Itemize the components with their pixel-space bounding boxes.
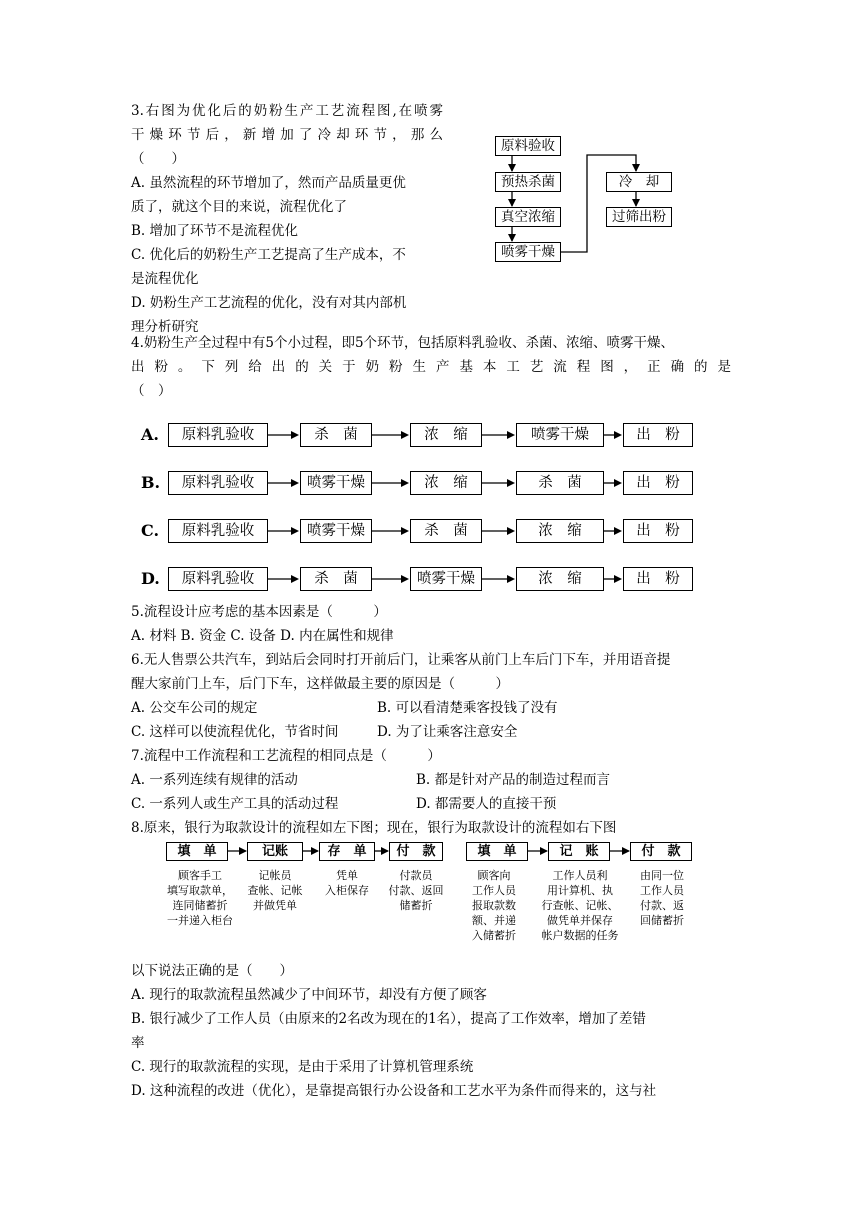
q7-option-c: C. 一系列人或生产工具的活动过程	[131, 796, 339, 812]
q8-left-caption-4: 付款员 付款、返回 储蓄折	[388, 869, 444, 912]
q4-option-3-step-4: 浓 缩	[516, 519, 604, 543]
q3-step-6: 过筛出粉	[606, 207, 672, 227]
q3-line-3: （ ）	[131, 151, 185, 167]
q8-left-step-2: 记账	[247, 842, 303, 861]
q5-question: 5.流程设计应考虑的基本因素是（ ）	[131, 604, 387, 620]
q4-option-3-step-3: 杀 菌	[410, 519, 482, 543]
q6-option-c: C. 这样可以使流程优化，节省时间	[131, 724, 339, 740]
q8-left-caption-2: 记帐员 查帐、记帐 并做凭单	[247, 869, 303, 912]
q3-option-a: A. 虽然流程的环节增加了，然而产品质量更优	[131, 175, 406, 191]
q8-option-b: B. 银行减少了工作人员（由原来的2名改为现在的1名），提高了工作效率，增加了差错	[131, 1011, 646, 1027]
q6-line-1: 6.无人售票公共汽车，到站后会同时打开前后门，让乘客从前门上车后门下车，并用语音提	[131, 652, 671, 668]
q4-option-4-step-5: 出 粉	[623, 567, 693, 591]
q8-left-step-1: 填 单	[166, 842, 228, 861]
q3-step-1: 原料验收	[495, 136, 561, 156]
q4-option-3-step-5: 出 粉	[623, 519, 693, 543]
q8-right-caption-2: 工作人员利 用计算机、执 行查帐、记帐、 做凭单并保存 帐户数据的任务	[541, 869, 619, 942]
q4-option-3-step-2: 喷雾干燥	[300, 519, 372, 543]
q8-option-d: D. 这种流程的改进（优化），是靠提高银行办公设备和工艺水平为条件而得来的，这与社	[131, 1083, 657, 1099]
q3-option-c: C. 优化后的奶粉生产工艺提高了生产成本，不	[131, 247, 406, 263]
q4-option-4-step-1: 原料乳验收	[168, 567, 268, 591]
q4-option-1-step-4: 喷雾干燥	[516, 423, 604, 447]
q3-line-1: 3.右图为优化后的奶粉生产工艺流程图,在喷雾	[131, 103, 443, 119]
q7-option-a: A. 一系列连续有规律的活动	[131, 772, 298, 788]
q4-option-3-step-1: 原料乳验收	[168, 519, 268, 543]
q4-line-1: 4.奶粉生产全过程中有5个小过程，即5个环节，包括原料乳验收、杀菌、浓缩、喷雾干燥、	[131, 335, 675, 351]
q8-right-step-2: 记 账	[548, 842, 610, 861]
q3-step-3: 真空浓缩	[495, 207, 561, 227]
q8-right-caption-3: 由同一位 工作人员 付款、返 回储蓄折	[640, 869, 684, 927]
q3-step-5: 冷 却	[606, 172, 672, 192]
q7-option-b: B. 都是针对产品的制造过程而言	[416, 772, 611, 788]
q4-option-1-step-2: 杀 菌	[300, 423, 372, 447]
q8-option-c: C. 现行的取款流程的实现，是由于采用了计算机管理系统	[131, 1059, 474, 1075]
q4-option-label-1: A.	[141, 425, 159, 444]
q4-line-3: （ ）	[131, 383, 172, 399]
q8-right-step-1: 填 单	[466, 842, 528, 861]
q8-right-caption-1: 顾客向 工作人员 报取款数 额、并递 入储蓄折	[472, 869, 516, 942]
q4-option-2-step-4: 杀 菌	[516, 471, 604, 495]
q4-option-2-step-5: 出 粉	[623, 471, 693, 495]
q4-option-1-step-3: 浓 缩	[410, 423, 482, 447]
q3-step-4: 喷雾干燥	[495, 242, 561, 262]
q4-option-1-step-1: 原料乳验收	[168, 423, 268, 447]
q8-question: 8.原来，银行为取款设计的流程如左下图；现在，银行为取款设计的流程如右下图	[131, 820, 617, 836]
q4-option-4-step-4: 浓 缩	[516, 567, 604, 591]
q3-option-b: B. 增加了环节不是流程优化	[131, 223, 299, 239]
q3-option-a-cont: 质了，就这个目的来说，流程优化了	[131, 199, 347, 215]
q4-option-2-step-3: 浓 缩	[410, 471, 482, 495]
q6-option-b: B. 可以看清楚乘客投钱了没有	[377, 700, 558, 716]
q8-right-step-3: 付 款	[630, 842, 692, 861]
q3-line-2: 干燥环节后，新增加了冷却环节，那么	[131, 127, 443, 143]
q7-question: 7.流程中工作流程和工艺流程的相同点是（ ）	[131, 748, 441, 764]
q3-step-2: 预热杀菌	[495, 172, 561, 192]
q4-option-2-step-1: 原料乳验收	[168, 471, 268, 495]
q8-left-step-4: 付 款	[389, 842, 443, 861]
q4-option-4-step-3: 喷雾干燥	[410, 567, 482, 591]
q8-option-b-cont: 率	[131, 1035, 145, 1051]
q8-prompt: 以下说法正确的是（ ）	[131, 963, 293, 979]
q3-option-d: D. 奶粉生产工艺流程的优化，没有对其内部机	[131, 295, 407, 311]
q5-options: A. 材料 B. 资金 C. 设备 D. 内在属性和规律	[131, 628, 394, 644]
q4-line-2: 出粉。下列给出的关于奶粉生产基本工艺流程图，正确的是	[131, 359, 731, 375]
q4-option-4-step-2: 杀 菌	[300, 567, 372, 591]
q8-left-caption-3: 凭单 入柜保存	[325, 869, 369, 897]
q6-option-d: D. 为了让乘客注意安全	[377, 724, 518, 740]
q4-option-2-step-2: 喷雾干燥	[300, 471, 372, 495]
q8-option-a: A. 现行的取款流程虽然减少了中间环节，却没有方便了顾客	[131, 987, 487, 1003]
q4-option-label-4: D.	[141, 569, 160, 588]
q4-option-1-step-5: 出 粉	[623, 423, 693, 447]
q4-option-label-2: B.	[141, 473, 161, 492]
q6-option-a: A. 公交车公司的规定	[131, 700, 258, 716]
q6-line-2: 醒大家前门上车，后门下车，这样做最主要的原因是（ ）	[131, 676, 509, 692]
q7-option-d: D. 都需要人的直接干预	[416, 796, 557, 812]
q8-left-caption-1: 顾客手工 填写取款单， 连同储蓄折 一并递入柜台	[167, 869, 233, 927]
q3-option-d-cont: 理分析研究	[131, 319, 199, 335]
q3-option-c-cont: 是流程优化	[131, 271, 199, 287]
q8-left-step-3: 存 单	[319, 842, 375, 861]
q4-option-label-3: C.	[141, 521, 160, 540]
